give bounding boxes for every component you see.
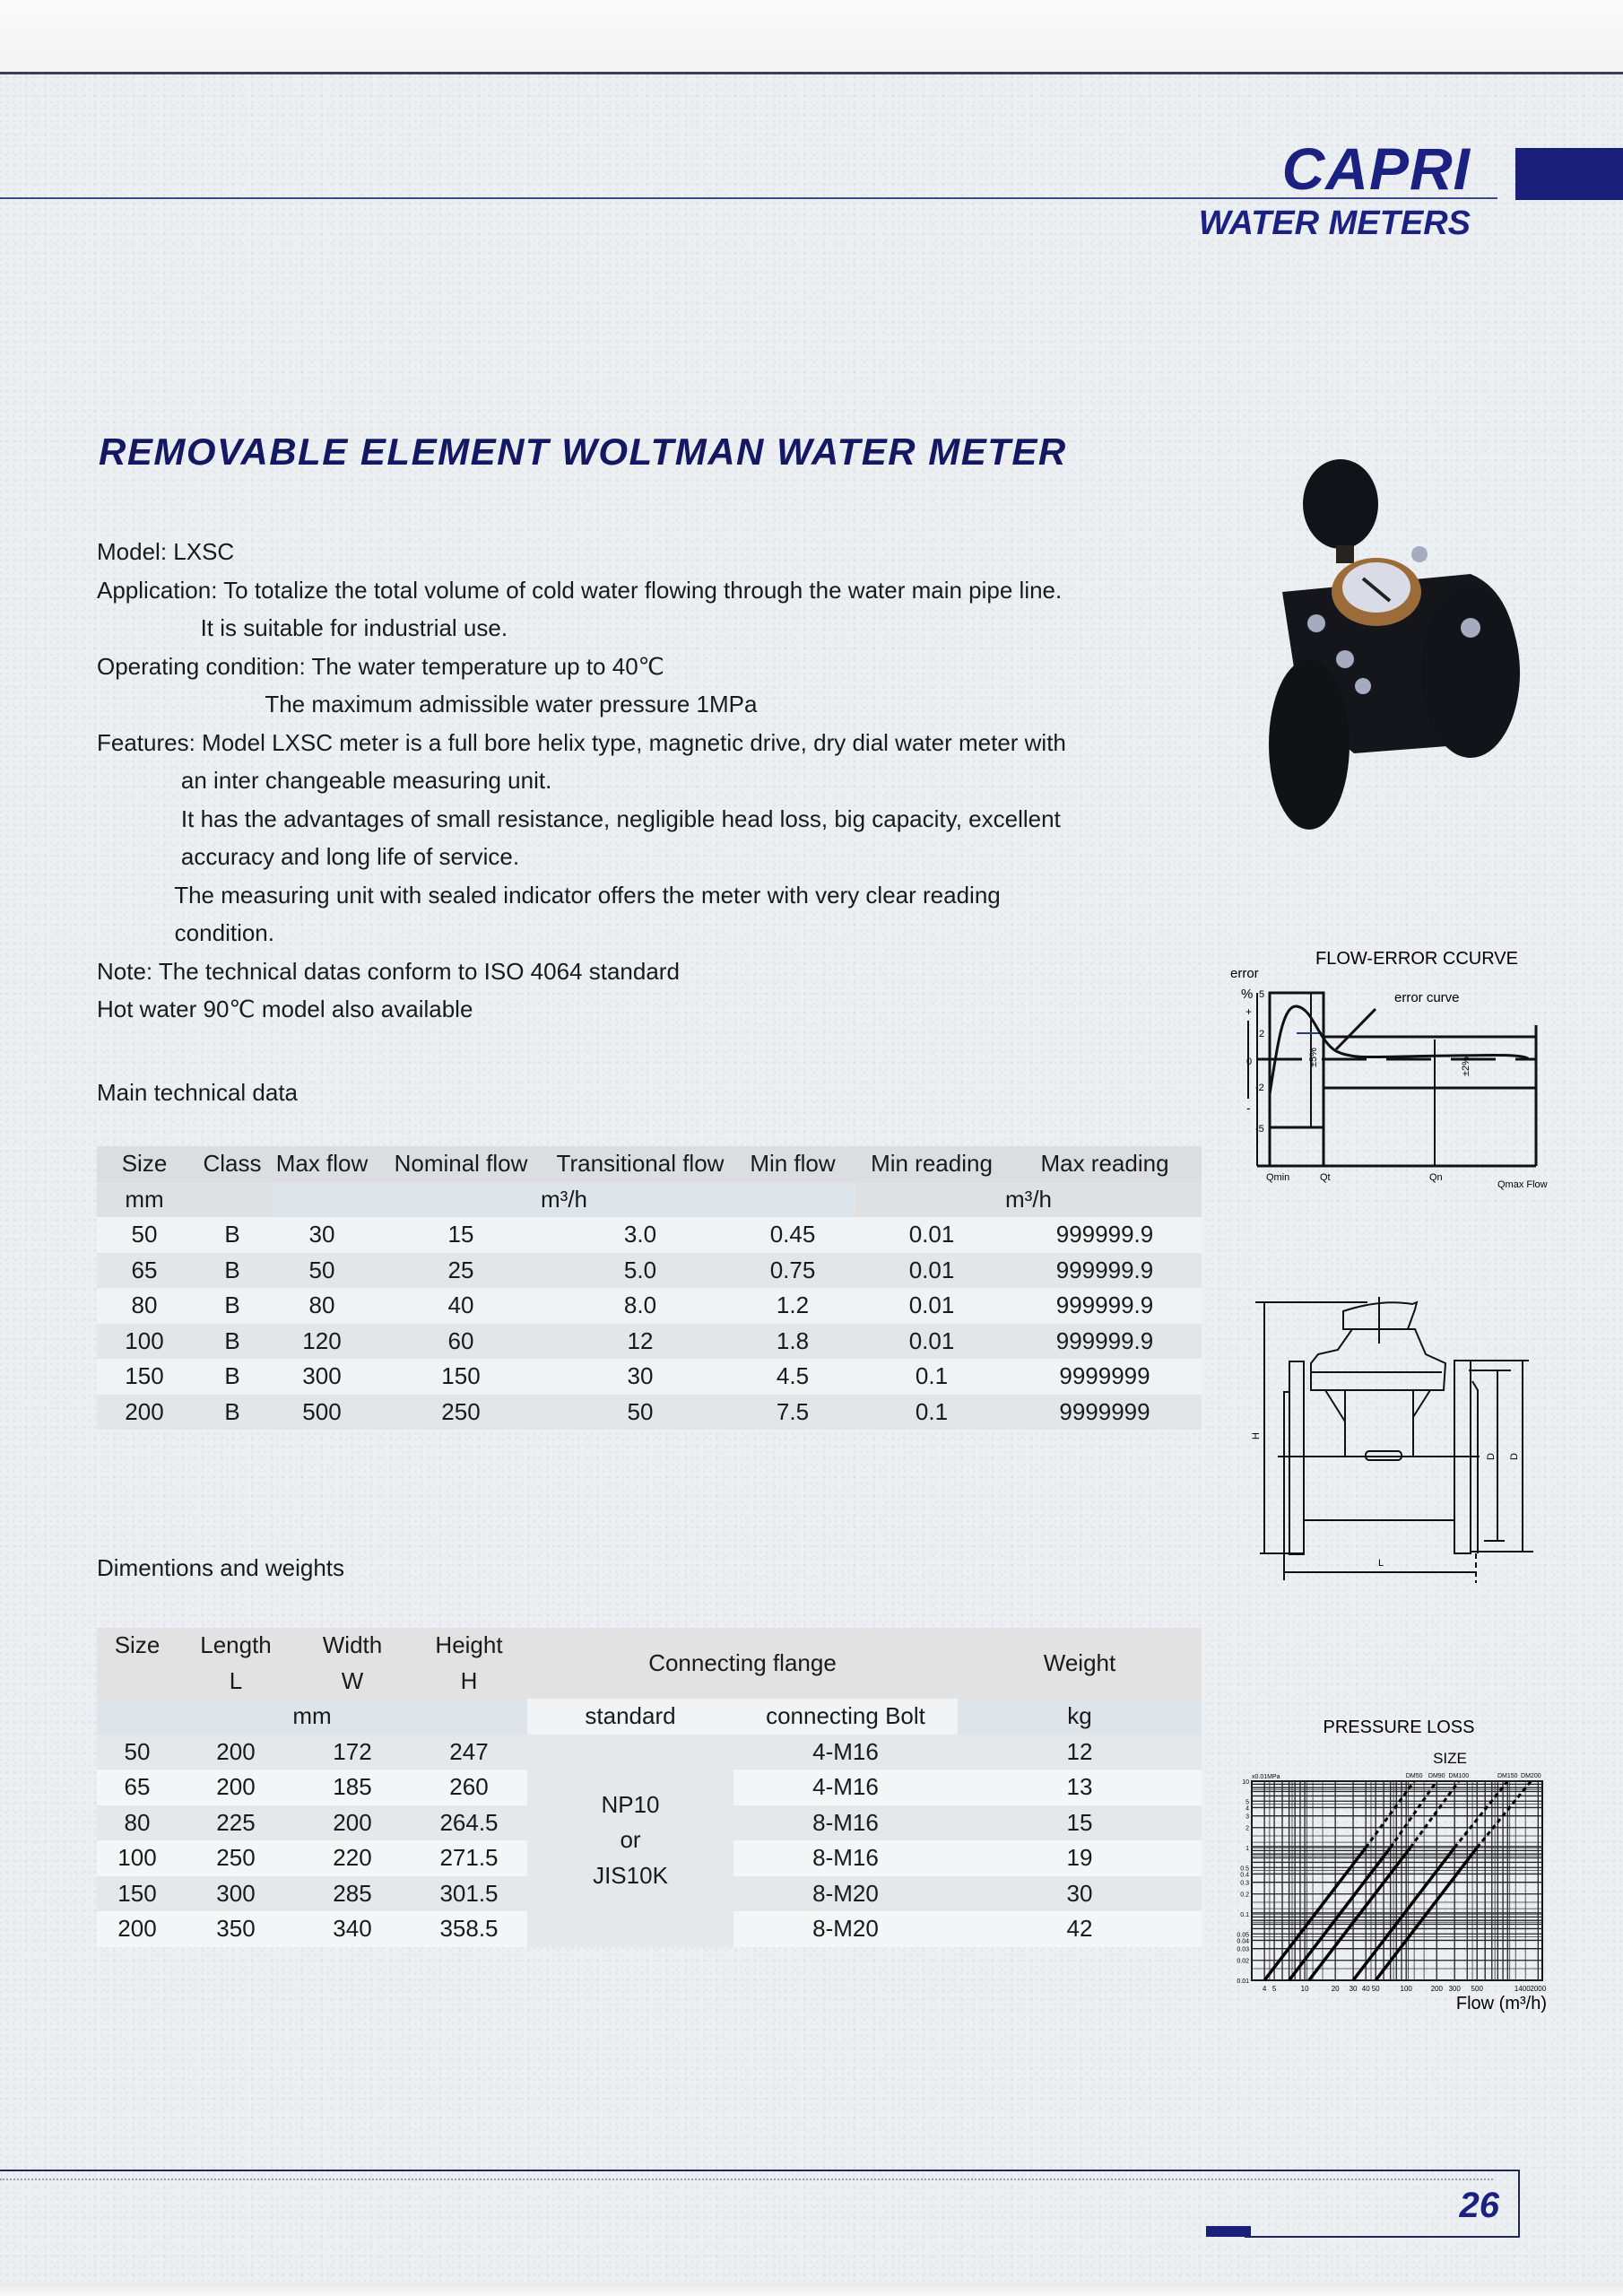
table-cell: 0.1 [855,1359,1008,1395]
table-cell: 150 [97,1876,178,1912]
column-header: Max reading [1040,1150,1169,1178]
y-tick-label: 5 [1245,1799,1249,1806]
y-tick-label: 0.01 [1237,1979,1249,1985]
table-cell: 200 [178,1735,294,1770]
y-tick-label: 0.03 [1237,1946,1249,1953]
water-meter-photo [1246,439,1542,843]
table-cell: 50 [97,1217,192,1253]
table-cell: 120 [273,1324,371,1360]
table-cell: 80 [97,1805,178,1841]
table-unit-row [97,1182,1202,1218]
brand-subtitle: WATER METERS [1198,204,1471,242]
flow-error-title: FLOW-ERROR CCURVE [1315,949,1518,969]
table-cell: 100 [97,1840,178,1876]
table-cell: 80 [273,1288,371,1324]
table-cell: 12 [958,1735,1202,1770]
description-line: Application: To totalize the total volume of cold water flowing through the water main pipe line. [97,576,1063,604]
table-cell: 999999.9 [1008,1288,1202,1324]
table-cell: 300 [178,1876,294,1912]
meter-dimension-drawing [1237,1292,1542,1596]
footer-dotted-rule [0,2179,1493,2180]
table-cell: B [192,1359,273,1395]
y-tick: -2 [1255,1083,1264,1093]
y-tick-label: 0.5 [1240,1866,1249,1873]
error-curve-label: error curve [1394,990,1460,1005]
flow-error-curve-diagram [1219,942,1560,1193]
column-header: Min flow [750,1150,836,1178]
column-header: Length [178,1628,294,1664]
column-symbol: H [411,1664,527,1700]
column-symbol: W [294,1664,411,1700]
table-cell: B [192,1217,273,1253]
x-label-qn: Qn [1429,1172,1443,1183]
table-cell: 0.01 [855,1324,1008,1360]
table-cell: 340 [294,1911,411,1947]
table-header-row [97,1146,1202,1182]
table-cell: B [192,1395,273,1431]
flange-standard: JIS10K [593,1861,668,1889]
column-header: Nominal flow [394,1150,528,1178]
table-cell: 15 [371,1217,551,1253]
diameter-label: D [1486,1453,1497,1460]
table-cell: 60 [371,1324,551,1360]
table-cell: 0.1 [855,1395,1008,1431]
x-axis-label: Flow (m³/h) [1455,1994,1547,2013]
pressure-loss-chart [1219,1695,1560,2018]
flange-standard: NP10 [601,1790,660,1818]
tolerance-high-label: ±2% [1461,1057,1471,1076]
table-cell: 100 [97,1324,192,1360]
table-cell: 350 [178,1911,294,1947]
table-cell: 999999.9 [1008,1324,1202,1360]
brand-name: CAPRI [1281,135,1471,202]
description-line: an inter changeable measuring unit. [97,767,552,794]
plus-sign: + [1245,1005,1253,1018]
table-cell: 8.0 [551,1288,730,1324]
header-accent-block [1515,148,1623,200]
y-tick-label: 3 [1245,1813,1249,1821]
description-line: accuracy and long life of service. [97,843,520,870]
table-cell: 9999999 [1008,1395,1202,1431]
column-header: Class [203,1150,262,1178]
table-cell: 50 [273,1253,371,1289]
y-axis-label: x0.01MPa [1252,1774,1280,1780]
table-cell: 247 [411,1735,527,1770]
x-tick-label: 30 [1349,1985,1358,1993]
table-cell: 300 [273,1359,371,1395]
x-tick-label: 300 [1448,1985,1461,1993]
table-cell: 4-M16 [733,1770,958,1805]
x-tick-label: 1400 [1514,1985,1531,1993]
footer-frame [1518,2170,1520,2238]
description-line: The maximum admissible water pressure 1MPa [97,691,758,718]
column-header: Min reading [871,1150,993,1178]
table-cell: 9999999 [1008,1359,1202,1395]
table-cell: 5.0 [551,1253,730,1289]
x-tick-label: 10 [1300,1985,1309,1993]
table-row [97,1253,1202,1289]
y-tick: 0 [1246,1057,1253,1067]
y-tick-label: 0.05 [1237,1932,1249,1939]
table-cell: 260 [411,1770,527,1805]
description-line: Model: LXSC [97,538,235,565]
table-cell: 30 [273,1217,371,1253]
legend-dm100: DM100 [1448,1773,1470,1779]
main-technical-data-table [97,1146,1202,1430]
description-line: condition. [97,919,274,946]
table-cell: 80 [97,1288,192,1324]
table-cell: 30 [958,1876,1202,1912]
unit-flow: m³/h [273,1182,855,1218]
table-unit-row [97,1699,1202,1735]
table-header-row [97,1628,1202,1664]
error-axis-label: error [1230,966,1259,981]
footer-rule [0,2170,1520,2171]
table-cell: 285 [294,1876,411,1912]
table-cell: 1.2 [730,1288,855,1324]
table-cell: 4.5 [730,1359,855,1395]
legend-title: SIZE [1433,1750,1467,1767]
y-tick-label: 0.2 [1240,1892,1249,1899]
table-cell: B [192,1288,273,1324]
table-cell: 25 [371,1253,551,1289]
y-tick: 5 [1259,989,1265,1000]
x-tick-label: 50 [1371,1985,1380,1993]
legend-dm50: DM50 [1405,1773,1423,1779]
table-cell: 4-M16 [733,1735,958,1770]
dimensions-table [97,1628,1202,1947]
description-line: Note: The technical datas conform to ISO 4064 standard [97,957,680,985]
table-cell: 15 [958,1805,1202,1841]
scan-bottom-edge [0,2283,1623,2296]
table-cell: B [192,1324,273,1360]
table-cell: 30 [551,1359,730,1395]
description-line: It has the advantages of small resistance, negligible head loss, big capacity, excellent [97,804,1061,832]
table-cell: 12 [551,1324,730,1360]
description-line: Operating condition: The water temperature up to 40℃ [97,652,664,680]
table-cell: 999999.9 [1008,1217,1202,1253]
table-cell: 225 [178,1805,294,1841]
column-header: Weight [958,1628,1202,1699]
table-cell: 150 [97,1359,192,1395]
table-cell: 3.0 [551,1217,730,1253]
product-description [97,533,1236,1029]
outer-diameter-label: D [1509,1453,1520,1460]
table-row [97,1735,1202,1770]
table-cell: 8-M20 [733,1911,958,1947]
table-cell: 65 [97,1770,178,1805]
height-label: H [1251,1432,1262,1439]
table-cell: 250 [178,1840,294,1876]
page-title: REMOVABLE ELEMENT WOLTMAN WATER METER [99,430,1067,473]
table-cell: 200 [97,1395,192,1431]
column-header: Transitional flow [556,1150,725,1178]
table-cell: 0.75 [730,1253,855,1289]
chart-title: PRESSURE LOSS [1323,1718,1475,1737]
scan-top-edge [0,0,1623,74]
legend-dm200: DM200 [1521,1773,1541,1779]
description-line: It is suitable for industrial use. [97,614,508,641]
description-line: The measuring unit with sealed indicator offers the meter with very clear reading [97,881,1001,909]
unit-mm: mm [97,1699,527,1735]
x-tick-label: 500 [1471,1985,1483,1993]
flange-standard: or [620,1826,641,1854]
description-line: Hot water 90℃ model also available [97,996,473,1022]
legend-dm90: DM90 [1428,1773,1445,1779]
footer-accent-block [1206,2226,1251,2237]
x-tick-label: 5 [1271,1985,1277,1993]
table-cell: 358.5 [411,1911,527,1947]
column-header: connecting Bolt [733,1699,958,1735]
table-cell: 0.01 [855,1217,1008,1253]
y-tick-label: 0.02 [1237,1958,1249,1965]
table-cell: 200 [294,1805,411,1841]
y-tick-label: 10 [1242,1779,1249,1786]
column-header: Size [121,1150,168,1178]
y-tick-label: 0.1 [1240,1912,1249,1918]
column-header: Max flow [275,1150,369,1178]
table-cell: 0.45 [730,1217,855,1253]
main-technical-data-label: Main technical data [97,1079,299,1106]
table-cell: 0.01 [855,1253,1008,1289]
y-tick-label: 0.3 [1240,1880,1249,1887]
table-row [97,1395,1202,1431]
table-cell: B [192,1253,273,1289]
table-row [97,1217,1202,1253]
table-cell: 185 [294,1770,411,1805]
unit-size: mm [97,1182,192,1218]
y-tick: 2 [1259,1029,1265,1039]
dimensions-label: Dimentions and weights [97,1554,345,1581]
footer-frame-bottom [1245,2236,1520,2238]
table-cell: 50 [551,1395,730,1431]
table-cell: 999999.9 [1008,1253,1202,1289]
x-tick-label: 100 [1400,1985,1412,1993]
table-cell: 250 [371,1395,551,1431]
x-label-qmin: Qmin [1266,1172,1290,1183]
column-header: Width [294,1628,411,1664]
length-label: L [1378,1558,1384,1569]
table-cell: 13 [958,1770,1202,1805]
column-header: Size [97,1628,178,1664]
table-cell: 200 [97,1911,178,1947]
flange-standard-cell [527,1735,733,1947]
legend-dm150: DM150 [1497,1773,1518,1779]
minus-sign: - [1246,1100,1251,1115]
table-cell: 220 [294,1840,411,1876]
y-tick-label: 0.04 [1237,1938,1249,1945]
table-cell: 42 [958,1911,1202,1947]
column-header: Connecting flange [527,1628,958,1699]
column-header: standard [527,1699,733,1735]
column-header: Height [411,1628,527,1664]
table-cell: 200 [178,1770,294,1805]
table-cell: 172 [294,1735,411,1770]
table-cell: 1.8 [730,1324,855,1360]
error-unit-label: % [1241,987,1254,1002]
x-tick-label: 2000 [1530,1985,1547,1993]
table-cell: 7.5 [730,1395,855,1431]
unit-kg: kg [958,1699,1202,1735]
table-cell: 150 [371,1359,551,1395]
tolerance-low-label: ±5% [1308,1048,1319,1067]
table-row [97,1288,1202,1324]
x-label-qt: Qt [1320,1172,1331,1183]
y-tick-label: 4 [1245,1805,1249,1813]
x-label-qmax: Qmax Flow [1497,1179,1548,1190]
x-tick-label: 20 [1331,1985,1340,1993]
table-row [97,1359,1202,1395]
table-cell: 0.01 [855,1288,1008,1324]
table-cell: 40 [371,1288,551,1324]
table-cell: 271.5 [411,1840,527,1876]
page-number: 26 [1459,2186,1499,2225]
table-cell: 8-M16 [733,1840,958,1876]
table-row [97,1324,1202,1360]
table-cell: 8-M20 [733,1876,958,1912]
table-cell: 50 [97,1735,178,1770]
table-cell: 19 [958,1840,1202,1876]
y-tick-label: 0.4 [1240,1872,1249,1879]
x-tick-label: 40 [1361,1985,1370,1993]
x-tick-label: 200 [1430,1985,1443,1993]
table-cell: 65 [97,1253,192,1289]
description-line: Features: Model LXSC meter is a full bore helix type, magnetic drive, dry dial water meter with [97,728,1066,756]
y-tick-label: 1 [1245,1846,1249,1852]
y-tick-label: 2 [1245,1825,1249,1832]
table-cell: 8-M16 [733,1805,958,1841]
table-cell: 301.5 [411,1876,527,1912]
unit-reading: m³/h [855,1182,1202,1218]
y-tick: -5 [1255,1124,1264,1135]
column-symbol: L [178,1664,294,1700]
table-cell: 264.5 [411,1805,527,1841]
x-tick-label: 4 [1262,1985,1267,1993]
table-cell: 500 [273,1395,371,1431]
